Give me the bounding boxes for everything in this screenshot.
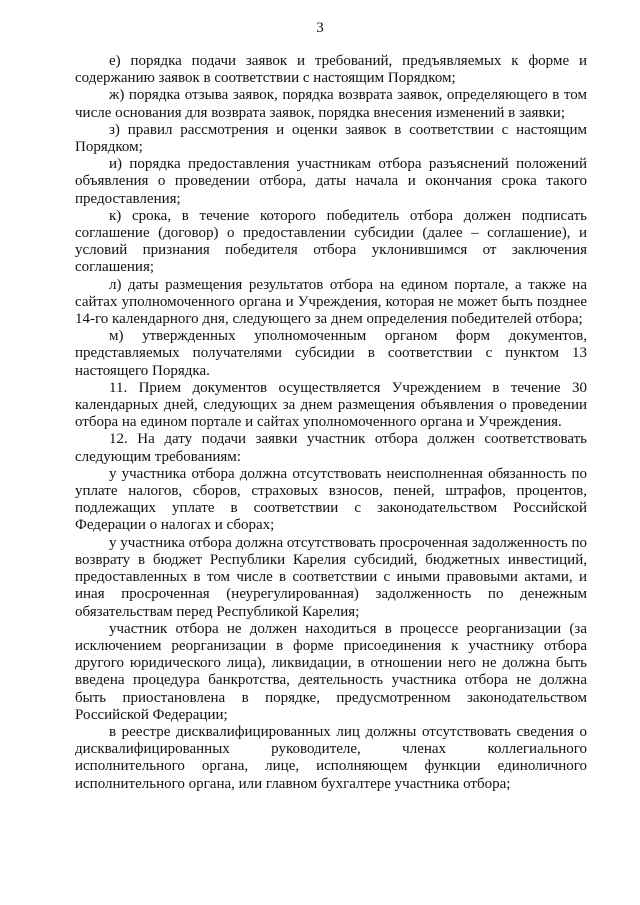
document-body [75,53,587,793]
paragraph-item-zh: ж) порядка отзыва заявок, порядка возврата заявок, определяющего в том числе основания для возврата заявок, порядка внесения изменений в заявки; [75,87,587,121]
paragraph-item-k: к) срока, в течение которого победитель отбора должен подписать соглашение (договор) о предоставлении субсидии (далее – соглашение), и условий признания победителя отбора уклонившимся от заключения соглашения; [75,207,587,276]
paragraph-item-z: з) правил рассмотрения и оценки заявок в соответствии с настоящим Порядком; [75,121,587,156]
requirement-budget-debt: у участника отбора должна отсутствовать просроченная задолженность по возврату в бюджет Республики Карелия субсидий, бюджетных инвестиций, предоставленных в том числе в соответствии с иными правовыми актами, и иная просроченная (неурегулированная) задолженность по денежным обязательствам перед Республикой Карелия; [75,534,587,620]
paragraph-item-e: е) порядка подачи заявок и требований, предъявляемых к форме и содержанию заявок в соответствии с настоящим Порядком; [75,53,587,87]
paragraph-clause-12: 12. На дату подачи заявки участник отбора должен соответствовать следующим требованиям: [75,431,587,465]
paragraph-item-i: и) порядка предоставления участникам отбора разъяснений положений объявления о проведении отбора, даты начала и окончания срока такого предоставления; [75,156,587,207]
paragraph-clause-11: 11. Прием документов осуществляется Учреждением в течение 30 календарных дней, следующих за днем размещения объявления о проведении отбора на едином портале и сайтах уполномоченного органа и Учреждения. [75,379,587,431]
page-number: 3 [316,20,324,36]
paragraph-item-l: л) даты размещения результатов отбора на едином портале, а также на сайтах уполномоченного органа и Учреждения, которая не может быть позднее 14-го календарного дня, следующего за днем определения победителей отбора; [75,276,587,328]
requirement-tax-debt: у участника отбора должна отсутствовать неисполненная обязанность по уплате налогов, сборов, страховых взносов, пеней, штрафов, процентов, подлежащих уплате в соответствии с законодательством Российской Федерации о налогах и сборах; [75,465,587,534]
paragraph-item-m: м) утвержденных уполномоченным органом форм документов, представляемых получателями субсидии в соответствии с пунктом 13 настоящего Порядка. [75,328,587,379]
requirement-reorganization: участник отбора не должен находиться в процессе реорганизации (за исключением реорганизации в форме присоединения к участнику отбора другого юридического лица), ликвидации, в отношении него не должна быть введена процедура банкротства, деятельность участника отбора не должна быть приостановлена в порядке, предусмотренном законодательством Российской Федерации; [75,620,587,723]
requirement-disqualified-persons: в реестре дисквалифицированных лиц должны отсутствовать сведения о дисквалифицированных руководителе, членах коллегиального исполнительного органа, лице, исполняющем функции единоличного исполнительного органа, или главном бухгалтере участника отбора; [75,723,587,792]
